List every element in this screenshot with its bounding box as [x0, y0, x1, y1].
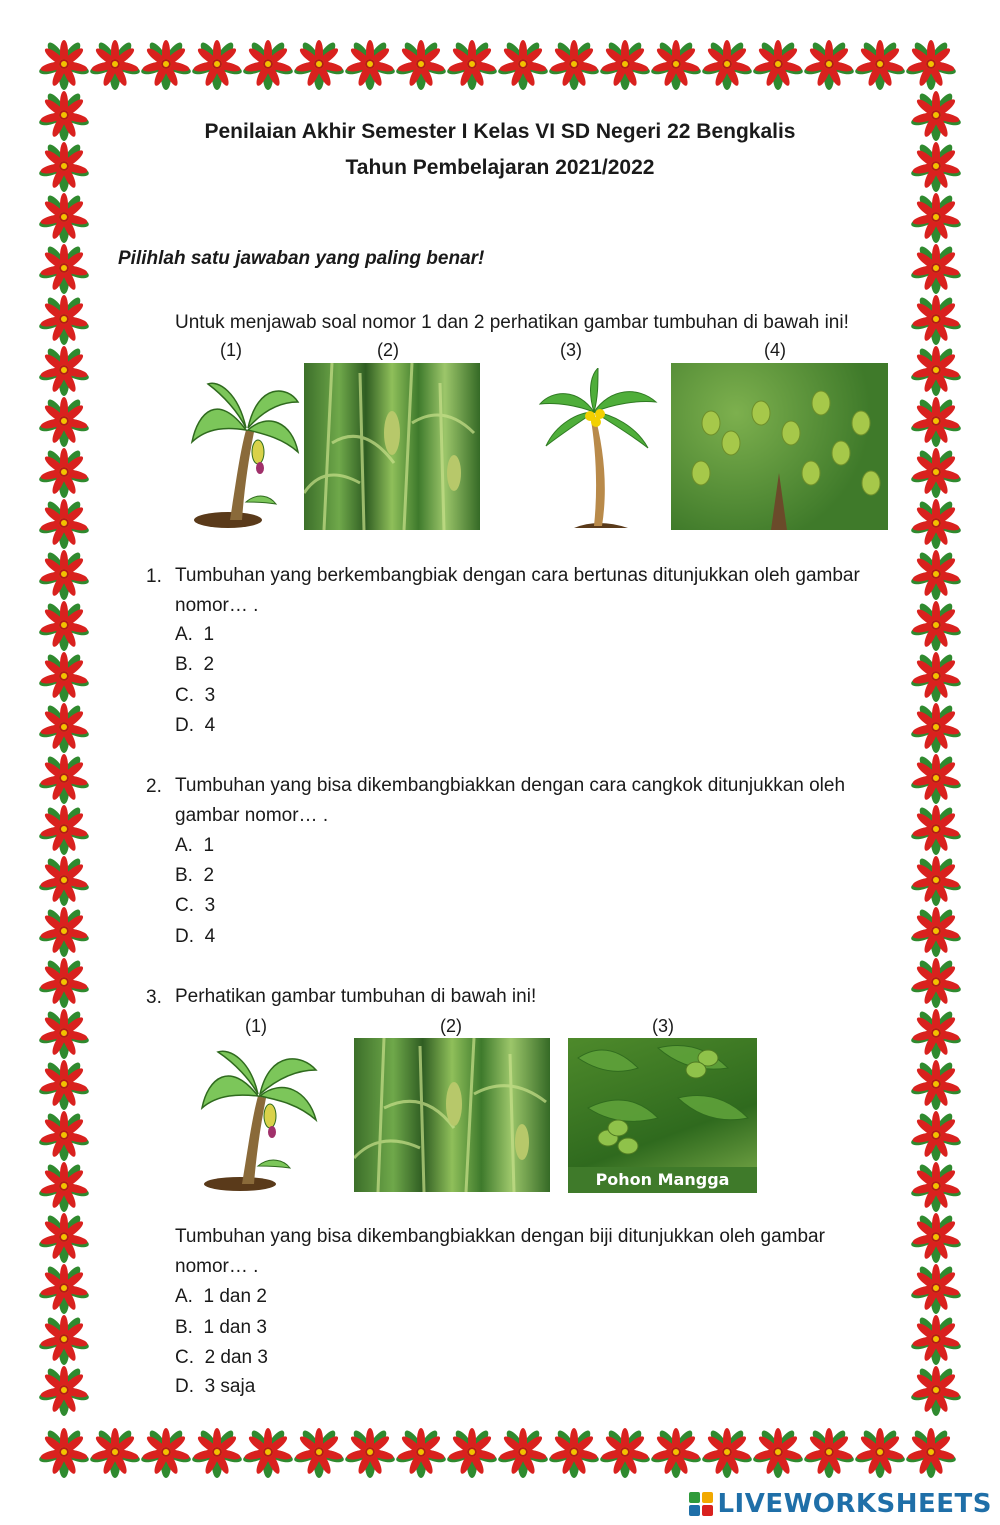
- poinsettia-icon: [701, 38, 753, 90]
- poinsettia-icon: [650, 38, 702, 90]
- poinsettia-icon: [599, 38, 651, 90]
- question-1-option-b[interactable]: B. 2: [175, 654, 215, 675]
- question-1-text-line2: nomor… .: [175, 595, 259, 616]
- poinsettia-icon: [38, 242, 90, 294]
- question-1-text-line1: Tumbuhan yang berkembangbiak dengan cara bertunas ditunjukkan oleh gambar: [175, 565, 860, 586]
- intro-text: Untuk menjawab soal nomor 1 dan 2 perhatikan gambar tumbuhan di bawah ini!: [175, 312, 849, 333]
- figure2-label-3: (3): [652, 1016, 674, 1036]
- question-3-option-b[interactable]: B. 1 dan 3: [175, 1317, 267, 1338]
- mango-tree-photo: [568, 1038, 757, 1193]
- poinsettia-icon: [140, 1426, 192, 1478]
- question-3-stem-line2: nomor… .: [175, 1256, 259, 1277]
- poinsettia-icon: [38, 1313, 90, 1365]
- poinsettia-icon: [905, 1426, 957, 1478]
- question-2-number: 2.: [146, 776, 162, 797]
- poinsettia-icon: [38, 1007, 90, 1059]
- poinsettia-icon: [38, 956, 90, 1008]
- poinsettia-icon: [38, 1262, 90, 1314]
- poinsettia-icon: [38, 446, 90, 498]
- liveworksheets-logo[interactable]: [689, 1489, 992, 1519]
- poinsettia-icon: [910, 1364, 962, 1416]
- poinsettia-icon: [910, 242, 962, 294]
- question-1-option-c[interactable]: C. 3: [175, 685, 216, 706]
- figure1-label-3: (3): [560, 340, 582, 360]
- banana-tree-icon: [188, 372, 300, 530]
- question-3-stem-line1: Tumbuhan yang bisa dikembangbiakkan dengan biji ditunjukkan oleh gambar: [175, 1226, 825, 1247]
- poinsettia-icon: [38, 1160, 90, 1212]
- poinsettia-icon: [38, 395, 90, 447]
- instruction: Pilihlah satu jawaban yang paling benar!: [118, 248, 485, 269]
- poinsettia-icon: [38, 803, 90, 855]
- poinsettia-icon: [38, 752, 90, 804]
- poinsettia-icon: [242, 38, 294, 90]
- corn-plants-photo: [354, 1038, 550, 1192]
- poinsettia-icon: [38, 1058, 90, 1110]
- poinsettia-icon: [38, 1109, 90, 1161]
- poinsettia-icon: [38, 854, 90, 906]
- corn-plants-photo: [304, 363, 480, 530]
- poinsettia-icon: [910, 1058, 962, 1110]
- poinsettia-icon: [910, 548, 962, 600]
- poinsettia-icon: [548, 1426, 600, 1478]
- coconut-palm-icon: [538, 368, 658, 530]
- poinsettia-icon: [38, 701, 90, 753]
- poinsettia-icon: [38, 38, 90, 90]
- liveworksheets-logo-icon: [689, 1492, 713, 1516]
- mango-tree-photo: [671, 363, 888, 530]
- poinsettia-icon: [803, 38, 855, 90]
- poinsettia-icon: [38, 497, 90, 549]
- poinsettia-icon: [293, 1426, 345, 1478]
- poinsettia-icon: [910, 191, 962, 243]
- poinsettia-icon: [910, 1007, 962, 1059]
- page-title-line1: Penilaian Akhir Semester I Kelas VI SD Negeri 22 Bengkalis: [204, 120, 796, 143]
- poinsettia-icon: [854, 38, 906, 90]
- poinsettia-icon: [191, 1426, 243, 1478]
- question-2-option-c[interactable]: C. 3: [175, 895, 216, 916]
- page-title-line2: Tahun Pembelajaran 2021/2022: [345, 156, 655, 179]
- question-3-option-d[interactable]: D. 3 saja: [175, 1376, 256, 1397]
- question-2-text-line1: Tumbuhan yang bisa dikembangbiakkan dengan cara cangkok ditunjukkan oleh: [175, 775, 846, 796]
- poinsettia-icon: [38, 1364, 90, 1416]
- poinsettia-icon: [650, 1426, 702, 1478]
- poinsettia-icon: [910, 752, 962, 804]
- poinsettia-icon: [395, 1426, 447, 1478]
- poinsettia-icon: [497, 38, 549, 90]
- poinsettia-icon: [910, 854, 962, 906]
- poinsettia-icon: [38, 1211, 90, 1263]
- question-2-option-b[interactable]: B. 2: [175, 865, 215, 886]
- poinsettia-icon: [701, 1426, 753, 1478]
- poinsettia-icon: [293, 38, 345, 90]
- poinsettia-icon: [395, 38, 447, 90]
- question-1-number: 1.: [146, 566, 162, 587]
- poinsettia-icon: [38, 650, 90, 702]
- poinsettia-icon: [910, 599, 962, 651]
- poinsettia-icon: [242, 1426, 294, 1478]
- poinsettia-icon: [910, 650, 962, 702]
- poinsettia-icon: [910, 905, 962, 957]
- poinsettia-icon: [854, 1426, 906, 1478]
- figure1-label-4: (4): [764, 340, 786, 360]
- poinsettia-icon: [344, 38, 396, 90]
- poinsettia-icon: [140, 38, 192, 90]
- poinsettia-icon: [910, 293, 962, 345]
- figure1-label-2: (2): [377, 340, 399, 360]
- poinsettia-icon: [38, 191, 90, 243]
- poinsettia-icon: [910, 497, 962, 549]
- question-1-option-d[interactable]: D. 4: [175, 715, 216, 736]
- poinsettia-icon: [38, 905, 90, 957]
- poinsettia-icon: [910, 956, 962, 1008]
- poinsettia-icon: [446, 1426, 498, 1478]
- question-1-option-a[interactable]: A. 1: [175, 624, 215, 645]
- poinsettia-icon: [599, 1426, 651, 1478]
- poinsettia-icon: [497, 1426, 549, 1478]
- poinsettia-icon: [905, 38, 957, 90]
- poinsettia-icon: [910, 1160, 962, 1212]
- poinsettia-icon: [89, 1426, 141, 1478]
- question-3-option-a[interactable]: A. 1 dan 2: [175, 1286, 267, 1307]
- question-3-text-line1: Perhatikan gambar tumbuhan di bawah ini!: [175, 986, 537, 1007]
- poinsettia-icon: [752, 1426, 804, 1478]
- figure2-label-2: (2): [440, 1016, 462, 1036]
- poinsettia-icon: [38, 293, 90, 345]
- poinsettia-icon: [910, 1109, 962, 1161]
- poinsettia-icon: [38, 344, 90, 396]
- poinsettia-icon: [910, 803, 962, 855]
- poinsettia-icon: [752, 38, 804, 90]
- poinsettia-icon: [191, 38, 243, 90]
- liveworksheets-logo-text: LIVEWORKSHEETS: [717, 1489, 992, 1519]
- poinsettia-icon: [89, 38, 141, 90]
- question-3-option-c[interactable]: C. 2 dan 3: [175, 1347, 268, 1368]
- figure2-label-1: (1): [245, 1016, 267, 1036]
- poinsettia-icon: [910, 701, 962, 753]
- figure1-label-1: (1): [220, 340, 242, 360]
- poinsettia-icon: [38, 548, 90, 600]
- poinsettia-icon: [803, 1426, 855, 1478]
- poinsettia-icon: [344, 1426, 396, 1478]
- poinsettia-icon: [38, 599, 90, 651]
- poinsettia-icon: [910, 395, 962, 447]
- banana-tree-icon: [196, 1042, 322, 1192]
- poinsettia-icon: [910, 1313, 962, 1365]
- question-2-option-d[interactable]: D. 4: [175, 926, 216, 947]
- poinsettia-icon: [38, 1426, 90, 1478]
- figure-caption: Pohon Mangga: [568, 1167, 757, 1193]
- question-2-text-line2: gambar nomor… .: [175, 805, 329, 826]
- poinsettia-icon: [446, 38, 498, 90]
- poinsettia-icon: [910, 1211, 962, 1263]
- question-3-number: 3.: [146, 987, 162, 1008]
- poinsettia-icon: [910, 1262, 962, 1314]
- question-2-option-a[interactable]: A. 1: [175, 835, 215, 856]
- poinsettia-icon: [548, 38, 600, 90]
- poinsettia-icon: [910, 344, 962, 396]
- poinsettia-icon: [910, 446, 962, 498]
